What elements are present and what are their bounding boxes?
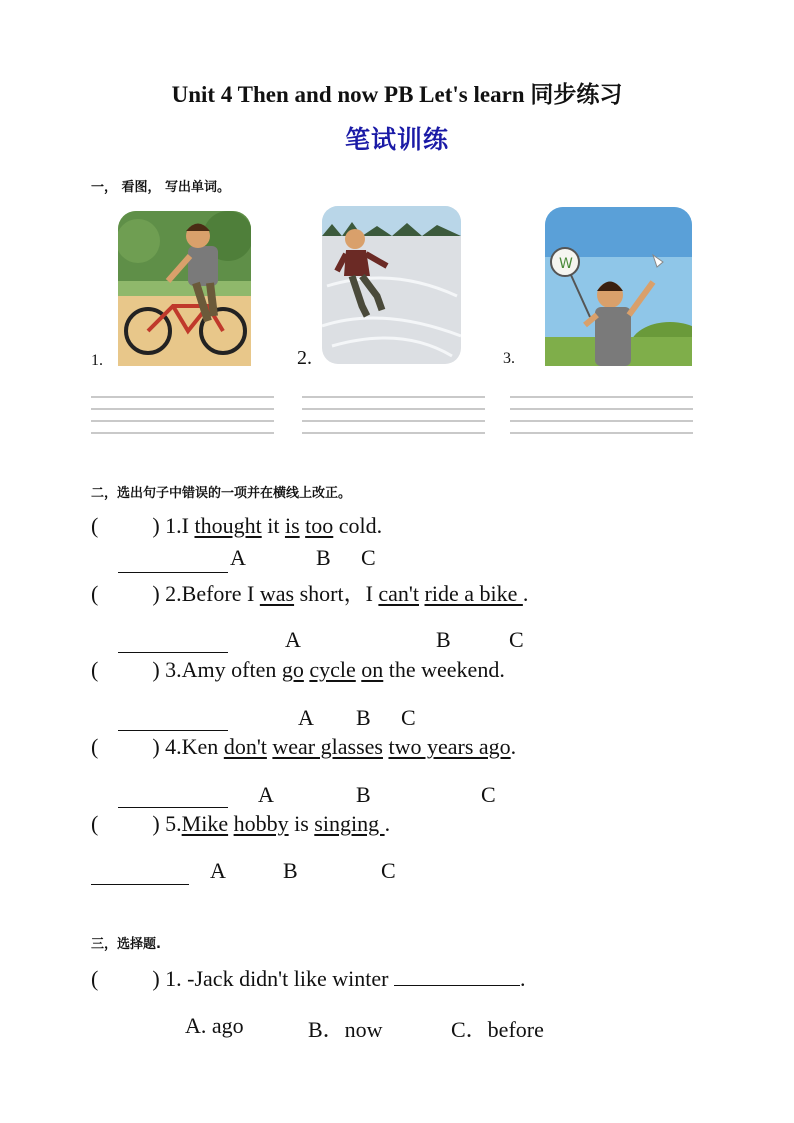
error-question-4 [91, 734, 516, 760]
question-text: -Jack didn't like winter [187, 966, 389, 991]
option-c-underlined: too [305, 513, 334, 538]
answer-blank[interactable] [394, 965, 520, 986]
question-number: 2. [165, 581, 182, 606]
paren-open: ( [91, 966, 99, 991]
paren-open: ( [91, 734, 99, 759]
svg-text:W: W [559, 256, 573, 272]
label-b: B [283, 858, 298, 883]
label-a: A [230, 545, 246, 570]
question-number: 4. [165, 734, 182, 759]
label-c: C [381, 858, 396, 883]
paren-close: ) [152, 734, 160, 759]
section3-heading: 三，选择题. [91, 937, 161, 952]
error-question-3 [91, 657, 505, 683]
label-c: C [509, 627, 524, 652]
answer-blank-4[interactable] [118, 787, 228, 808]
label-a: A [210, 858, 226, 883]
option-c-underlined: on [361, 657, 384, 682]
picture-boy-riding-bike [118, 211, 251, 366]
option-b-underlined: hobby [233, 811, 289, 836]
text-part: cold. [333, 513, 383, 538]
label-b: B [436, 627, 451, 652]
text-part: . [519, 966, 526, 991]
question-number: 5. [165, 811, 182, 836]
label-b: B [356, 782, 371, 807]
section2-heading: 二，选出句子中错误的一项并在横线上改正。 [91, 486, 352, 501]
writing-lines-1[interactable] [91, 396, 274, 444]
question-number: 3. [165, 657, 182, 682]
picture-boy-playing-badminton [545, 207, 692, 366]
option-a-underlined: go [281, 657, 304, 682]
option-a-underlined: Mike [181, 811, 229, 836]
error-question-2 [91, 577, 528, 608]
label-c: C [361, 545, 376, 570]
choice-option-c[interactable]: C．before [451, 1017, 544, 1042]
text-part: short，I [294, 581, 379, 606]
label-a: A [285, 627, 301, 652]
text-part: . [384, 811, 391, 836]
paren-open: ( [91, 657, 99, 682]
label-b: B [356, 705, 371, 730]
writing-lines-3[interactable] [510, 396, 693, 444]
paren-open: ( [91, 581, 99, 606]
picture-number-3: 3. [503, 350, 515, 367]
paren-close: ) [152, 811, 160, 836]
picture-boy-ice-skating [322, 206, 461, 364]
paren-close: ) [152, 966, 160, 991]
picture-number-2: 2. [297, 347, 312, 369]
label-a: A [258, 782, 274, 807]
label-c: C [401, 705, 416, 730]
paren-open: ( [91, 811, 99, 836]
choice-option-a[interactable]: A. ago [185, 1013, 244, 1038]
text-part: I [181, 513, 195, 538]
question-number: 1. [165, 966, 182, 991]
choice-option-b[interactable]: B．now [308, 1017, 383, 1042]
error-question-5 [91, 811, 390, 837]
picture-number-1: 1. [91, 352, 103, 369]
page-subtitle: 笔试训练 [344, 125, 449, 154]
paren-open: ( [91, 513, 99, 538]
paren-close: ) [152, 581, 160, 606]
label-c: C [481, 782, 496, 807]
label-a: A [298, 705, 314, 730]
paren-close: ) [152, 657, 160, 682]
option-a-underlined: thought [194, 513, 262, 538]
option-b-underlined: wear glasses [272, 734, 383, 759]
text-part: the weekend. [383, 657, 505, 682]
text-part: . [510, 734, 517, 759]
error-question-1 [91, 513, 382, 539]
paren-close: ) [152, 513, 160, 538]
answer-blank-3[interactable] [118, 710, 228, 731]
option-c-underlined: two years ago [388, 734, 511, 759]
answer-blank-5[interactable] [91, 864, 189, 885]
option-b-underlined: is [284, 513, 300, 538]
answer-blank-1[interactable] [118, 552, 228, 573]
option-b-underlined: cycle [309, 657, 356, 682]
option-a-underlined: was [259, 581, 295, 606]
option-c-underlined: singing [314, 811, 385, 836]
text-part: Before I [181, 581, 260, 606]
option-c-underlined: ride a bike [424, 581, 523, 606]
label-b: B [316, 545, 331, 570]
section1-heading: 一， 看图， 写出单词。 [91, 180, 231, 195]
answer-blank-2[interactable] [118, 632, 228, 653]
text-part: . [522, 581, 529, 606]
text-part: Ken [181, 734, 224, 759]
option-a-underlined: don't [223, 734, 267, 759]
text-part: it [261, 513, 285, 538]
choice-question-1 [91, 965, 525, 992]
option-b-underlined: can't [378, 581, 419, 606]
writing-lines-2[interactable] [302, 396, 485, 444]
question-number: 1. [165, 513, 182, 538]
page-title: Unit 4 Then and now PB Let's learn 同步练习 [171, 82, 623, 107]
text-part: Amy often [181, 657, 282, 682]
text-part: is [288, 811, 315, 836]
